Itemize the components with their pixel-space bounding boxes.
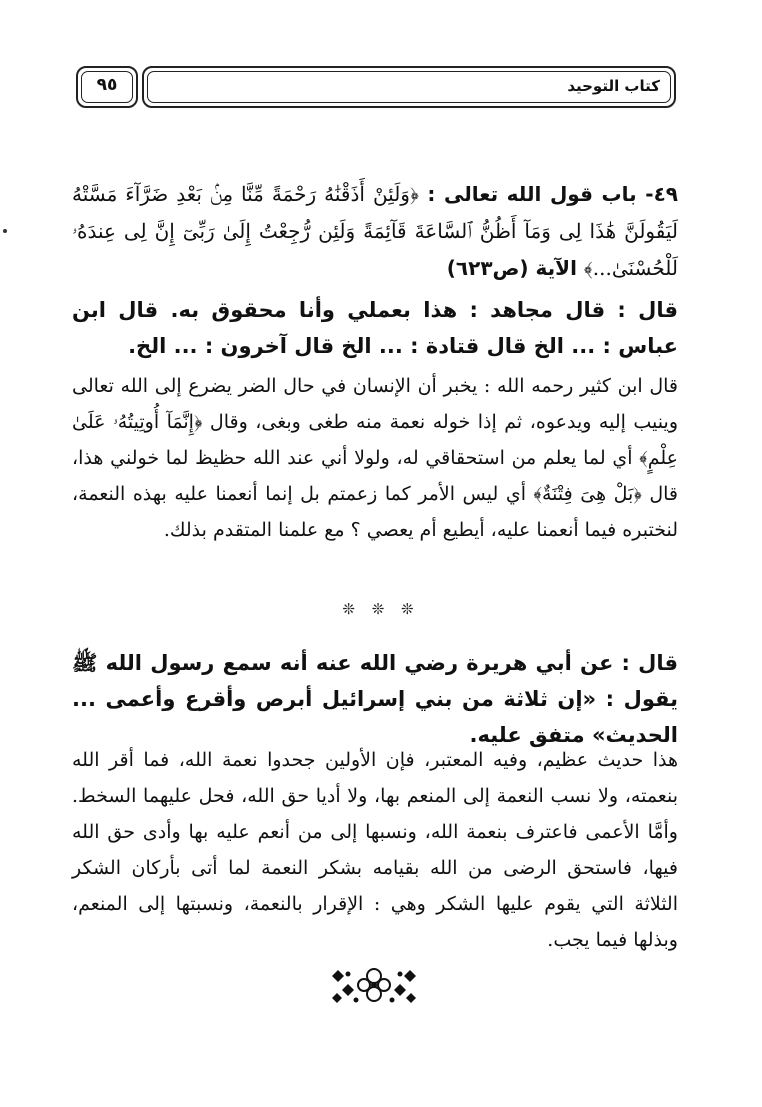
section-separator: ❊ ❊ ❊ — [342, 600, 420, 618]
book-title: كتاب التوحيد — [567, 77, 660, 95]
quran-verse: ﴿إِنَّمَآ أُوتِيتُهُۥ عَلَىٰ عِلْمٍ﴾ — [72, 411, 678, 469]
text-run: الآية (ص٦٢٣) — [446, 256, 584, 280]
ibn-kathir-commentary — [72, 368, 678, 548]
scan-speck — [3, 229, 7, 233]
chapter-heading — [72, 176, 678, 287]
quran-verse: ﴿وَلَئِنْ أَذَقْنَٰهُ رَحْمَةً مِّنَّا مِنۢ بَعْدِ ضَرَّآءَ مَسَّتْهُ لَيَقُولَنَّ هَٰذَا لِى وَمَآ أَظُنُّ ٱلسَّاعَةَ قَآئِمَةً وَلَئِن رُّجِعْتُ إِلَىٰ رَبِّىٓ إِنَّ لِى عِندَهُۥ لَلْحُسْنَىٰ...﴾ — [72, 182, 678, 280]
text-run: أي لما يعلم من استحقاقي له، ولولا أني عند الله حظيظ لما خولني هذا، قال — [72, 447, 678, 505]
text-run: ٤٩- باب قول الله تعالى : — [418, 182, 678, 206]
floral-ornament-icon — [326, 964, 422, 1008]
text-run: قال ابن كثير رحمه الله : يخبر أن الإنسان في حال الضر يضرع إلى الله تعالى وينيب إليه ويدعوه، ثم إذا خوله نعمة منه طغى وبغى، وقال — [72, 375, 678, 433]
quran-verse: ﴿بَلْ هِىَ فِتْنَةٌ﴾ — [533, 483, 642, 505]
page-number: ٩٥ — [96, 75, 118, 95]
header-title-frame — [142, 66, 676, 108]
scholars-quote: قال : قال مجاهد : هذا بعملي وأنا محقوق به. قال ابن عباس : ... الخ قال قتادة : ... الخ قال آخرون : ... الخ. — [72, 298, 678, 358]
hadith-heading: قال : عن أبي هريرة رضي الله عنه أنه سمع رسول الله ﷺ يقول : «إن ثلاثة من بني إسرائيل أبرص وأقرع وأعمى ... الحديث» متفق عليه. — [72, 651, 678, 747]
text-run: أي ليس الأمر كما زعمتم بل إنما أنعمنا عليه بهذه النعمة، لنختبره فيما أنعمنا عليه، أيطيع أم يعصي ؟ مع علمنا المتقدم بذلك. — [72, 483, 678, 541]
page-number-frame — [76, 66, 138, 108]
hadith-commentary: هذا حديث عظيم، وفيه المعتبر، فإن الأولين جحدوا نعمة الله، فما أقر الله بنعمته، ولا نسب النعمة إلى المنعم بها، ولا أديا حق الله، فحل عليهما السخط. وأمَّا الأعمى فاعترف بنعمة الله، ونسبها إلى من أنعم عليه بها وأدى حق الله فيها، فاستحق الرضى من الله بقيامه بشكر النعمة لما أتى بأركان الشكر الثلاثة التي يقوم عليها الشكر وهي : الإقرار بالنعمة، ونسبتها إلى المنعم، وبذلها فيما يجب. — [72, 749, 678, 951]
